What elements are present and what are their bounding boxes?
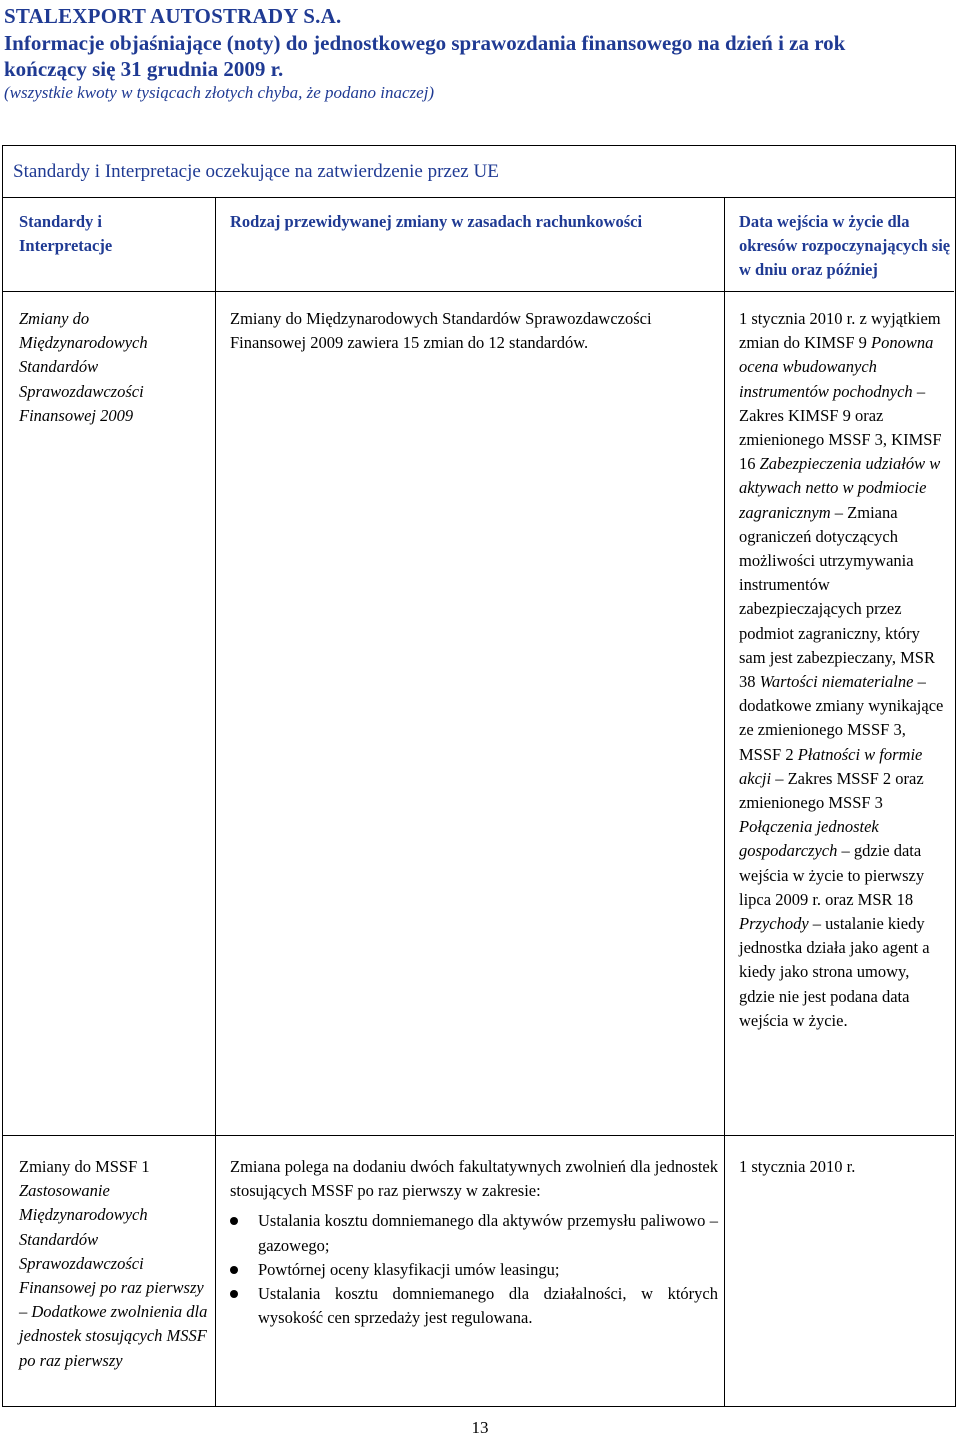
date-text-segment: – gdzie data wejścia w życie to pierwszy lipca 2009 r. oraz MSR 18 bbox=[739, 841, 925, 909]
document-title-line2: kończący się 31 grudnia 2009 r. bbox=[4, 57, 284, 81]
table-row-1-standard: Zmiany do Międzynarodowych Standardów Sprawozdawczości Finansowej 2009 bbox=[19, 309, 148, 425]
document-title-line1: Informacje objaśniające (noty) do jednostkowego sprawozdania finansowego na dzień i za rok bbox=[4, 31, 846, 55]
date-text-segment: Wartości niematerialne bbox=[759, 672, 914, 692]
list-item: Ustalania kosztu domniemanego dla działalności, w których wysokość cen sprzedaży jest regulowana. bbox=[230, 1282, 718, 1330]
column-header-date: Data wejścia w życie dla okresów rozpoczynających się w dniu oraz później bbox=[739, 212, 951, 280]
list-item: Ustalania kosztu domniemanego dla aktywów przemysłu paliwowo – gazowego; bbox=[230, 1209, 718, 1257]
page-header bbox=[4, 4, 954, 104]
date-text-segment: – dodatkowe zmiany wynikające ze zmienionego MSSF 3, MSSF 2 bbox=[739, 672, 944, 764]
table-caption: Standardy i Interpretacje oczekujące na zatwierdzenie przez UE bbox=[3, 146, 955, 198]
date-text-segment: –Zakres KIMSF 9 oraz zmienionego MSSF 3, KIMSF 16 bbox=[739, 381, 942, 474]
row-divider bbox=[3, 1135, 954, 1136]
exemptions-list bbox=[230, 1209, 718, 1330]
table-row-2-change-intro: Zmiana polega na dodaniu dwóch fakultatywnych zwolnień dla jednostek stosujących MSSF po raz pierwszy w zakresie: bbox=[230, 1157, 718, 1201]
amounts-note: (wszystkie kwoty w tysiącach złotych chyba, że podano inaczej) bbox=[4, 83, 435, 102]
company-name: STALEXPORT AUTOSTRADY S.A. bbox=[4, 4, 342, 28]
standards-table bbox=[2, 145, 956, 1407]
table-row-2-standard-prefix: Zmiany do MSSF 1 bbox=[19, 1157, 150, 1176]
date-text-segment: – ustalanie kiedy jednostka działa jako agent a kiedy jako strona umowy, gdzie nie jest podana data wejścia w życie. bbox=[739, 914, 930, 1030]
column-divider bbox=[215, 198, 216, 1407]
table-row-1-change: Zmiany do Międzynarodowych Standardów Sprawozdawczości Finansowej 2009 zawiera 15 zmian do 12 standardów. bbox=[230, 309, 652, 353]
column-header-standards: Standardy i Interpretacje bbox=[19, 212, 113, 256]
date-text-segment: – Zmiana ograniczeń dotyczących możliwości utrzymywania instrumentów zabezpieczających przez podmiot zagraniczny, który sam jest zabezpieczany, MSR 38 bbox=[739, 502, 935, 692]
date-text-segment: Płatności w formie akcji bbox=[739, 744, 923, 788]
column-divider bbox=[724, 198, 725, 1407]
table-row-2-standard-title: Zastosowanie Międzynarodowych Standardów Sprawozdawczości Finansowej po raz pierwszy – Dodatkowe zwolnienia dla jednostek stosujących MSSF po raz pierwszy bbox=[19, 1181, 208, 1370]
date-text-segment: Przychody bbox=[739, 914, 809, 934]
list-item: Powtórnej oceny klasyfikacji umów leasingu; bbox=[230, 1258, 718, 1282]
table-row-2-date: 1 stycznia 2010 r. bbox=[739, 1157, 856, 1176]
date-text-segment: Ponowna ocena wbudowanych instrumentów pochodnych bbox=[739, 333, 934, 401]
date-text-segment: 1 stycznia 2010 r. z wyjątkiem zmian do KIMSF 9 bbox=[739, 309, 941, 353]
date-text-segment: – Zakres MSSF 2 oraz zmienionego MSSF 3 bbox=[739, 768, 924, 813]
table-row-1-date bbox=[739, 307, 947, 1033]
row-divider bbox=[3, 291, 954, 292]
date-text-segment: Zabezpieczenia udziałów w aktywach netto w podmiocie zagranicznym bbox=[739, 454, 941, 522]
document-title bbox=[4, 30, 954, 82]
table-row-2-standard bbox=[19, 1155, 209, 1373]
date-text-segment: Połączenia jednostek gospodarczych bbox=[739, 817, 879, 861]
column-header-change: Rodzaj przewidywanej zmiany w zasadach rachunkowości bbox=[230, 212, 643, 231]
table-row-2-change bbox=[230, 1155, 718, 1330]
page-number: 13 bbox=[471, 1418, 489, 1437]
